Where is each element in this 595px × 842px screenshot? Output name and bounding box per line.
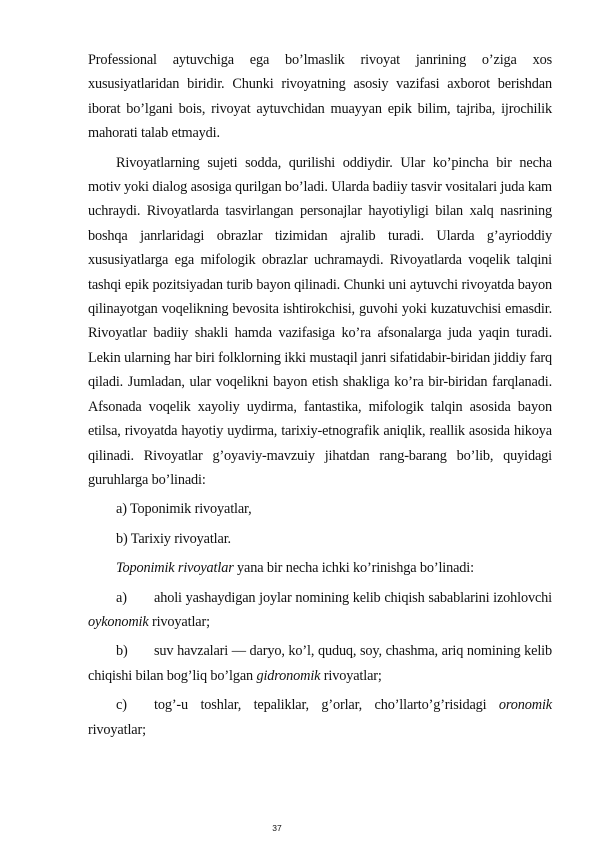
list-item-text: aholi yashaydigan joylar nomining kelib chiqish sabablarini izohlovchi (154, 589, 552, 606)
list-marker: b) (116, 643, 128, 660)
page-number: 37 (272, 823, 282, 833)
paragraph-1: Professional aytuvchiga ega bo’lmaslik rivoyat janrining o’ziga xos xususiyatlaridan biridir. Chunki rivoyatning asosiy vazifasi axborot berishdan iborat bo’lgani bois, rivoyat aytuvchidan muayyan epik bilim, tajriba, ijrochilik mahorati talab etmaydi. (88, 52, 552, 142)
list-item-term: gidronomik (256, 667, 321, 684)
list-item-text: tog’-u toshlar, tepaliklar, g’orlar, cho’llarto’g’risidagi (154, 697, 499, 714)
list-item-term: oronomik (498, 697, 552, 714)
page-body (88, 48, 552, 742)
list-marker: a) (116, 589, 127, 606)
list-item-tail: rivoyatlar; (88, 721, 146, 738)
list-item (88, 639, 552, 688)
list-item-text: suv havzalari — daryo, ko’l, quduq, soy, chashma, ariq nomining kelib chiqishi bilan bog’liq bo’lgan (88, 643, 552, 684)
list-item-term: oykonomik (88, 613, 149, 630)
subtypes-intro-term: Toponimik rivoyatlar (116, 560, 234, 577)
list-item (88, 693, 552, 742)
list-marker: c) (116, 697, 127, 714)
subtypes-intro-text: yana bir necha ichki ko’rinishga bo’linadi: (233, 560, 474, 577)
list-item-tail: rivoyatlar; (148, 613, 210, 630)
group-item-a: a) Toponimik rivoyatlar, (116, 501, 252, 518)
subtypes-intro (88, 556, 552, 580)
group-item-b: b) Tarixiy rivoyatlar. (116, 530, 231, 547)
list-item-tail: rivoyatlar; (320, 667, 382, 684)
list-item (88, 586, 552, 635)
paragraph-2: Rivoyatlarning sujeti sodda, qurilishi oddiydir. Ular ko’pincha bir necha motiv yoki dialog asosiga qurilgan bo’ladi. Ularda badiiy tasvir vositalari juda kam uchraydi. Rivoyatlarda tasvirlangan personajlar hayotiyligi bilan xalq nasrining boshqa janrlaridagi obrazlar tizimidan ajralib turadi. Ularda g’ayrioddiy xususiyatlarga ega mifologik obrazlar uchramaydi. Rivoyatlarda voqelik talqini tashqi epik pozitsiyadan turib bayon qilinadi. Chunki uni aytuvchi rivoyatda bayon qilinayotgan voqelikning bevosita ishtirokchisi, guvohi yoki kuzatuvchisi emasdir. Rivoyatlar badiiy shakli hamda vazifasiga ko’ra afsonalarga juda yaqin turadi. Lekin ularning har biri folklorning ikki mustaqil janri sifatidabir-biridan jiddiy farq qiladi. Jumladan, ular voqelikni bayon etish shakliga ko’ra bir-biridan farqlanadi. Afsonada voqelik xayoliy uydirma, fantastika, mifologik talqin asosida bayon etilsa, rivoyatda hayotiy uydirma, tarixiy-etnografik aniqlik, reallik asosida hikoya qilinadi. Rivoyatlar g’oyaviy-mavzuiy jihatdan rang-barang bo’lib, quyidagi guruhlarga bo’linadi: (88, 154, 552, 488)
